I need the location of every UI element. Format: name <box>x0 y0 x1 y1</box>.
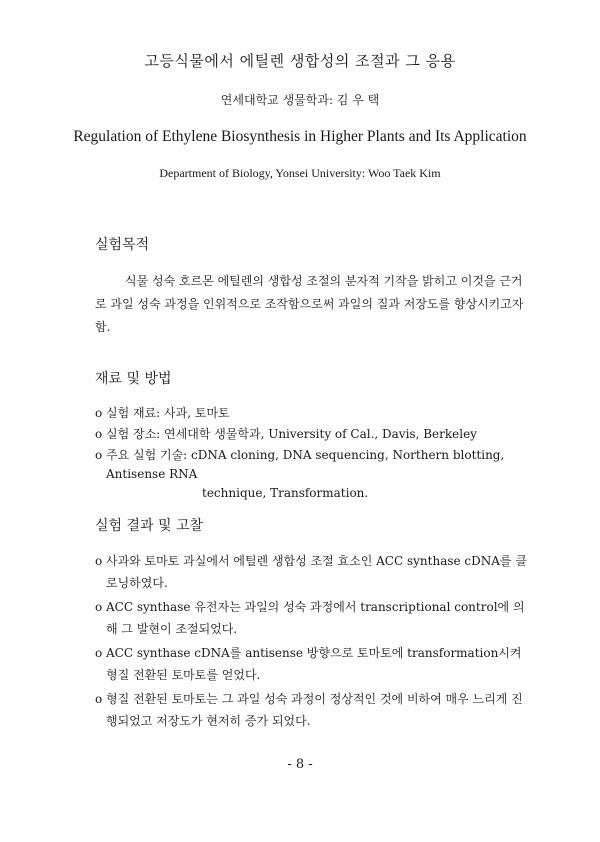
results-list <box>95 550 530 734</box>
materials-heading: 재료 및 방법 <box>95 371 172 387</box>
bullet-mark: o <box>95 448 103 462</box>
results-heading: 실험 결과 및 고찰 <box>95 518 204 534</box>
list-item <box>95 425 530 444</box>
list-item <box>95 642 530 686</box>
results-item-text: 사과와 토마토 과실에서 에틸렌 생합성 조절 효소인 ACC synthase cDNA를 클로닝하였다. <box>106 554 527 590</box>
list-item <box>95 446 530 503</box>
results-item-text: 형질 전환된 토마토는 그 과일 성숙 과정이 정상적인 것에 비하여 매우 느리게 진행되었고 저장도가 현저히 증가 되었다. <box>106 692 523 728</box>
purpose-paragraph: 식물 성숙 호르몬 에틸렌의 생합성 조절의 분자적 기작을 밝히고 이것을 근거로 과일 성숙 과정을 인위적으로 조작함으로써 과일의 질과 저장도를 향상시키고자 함. <box>95 274 524 334</box>
results-item-text: ACC synthase 유전자는 과일의 성숙 과정에서 transcriptional control에 의해 그 발현이 조절되었다. <box>106 600 525 636</box>
bullet-mark: o <box>95 600 103 614</box>
materials-item-text: 실험 재료: 사과, 토마토 <box>106 406 230 420</box>
korean-author-line: 연세대학교 생물학과: 김 우 택 <box>220 93 380 107</box>
list-item <box>95 688 530 732</box>
english-author-line: Department of Biology, Yonsei University: Woo Taek Kim <box>159 166 441 180</box>
bullet-mark: o <box>95 692 103 706</box>
materials-item-text: 주요 실험 기술: cDNA cloning, DNA sequencing, Northern blotting, Antisense RNA <box>106 448 505 481</box>
results-item-text: ACC synthase cDNA를 antisense 방향으로 토마토에 transformation시켜 형질 전환된 토마토를 얻었다. <box>106 646 522 682</box>
bullet-mark: o <box>95 646 103 660</box>
english-title: Regulation of Ethylene Biosynthesis in Higher Plants and Its Application <box>73 128 527 145</box>
korean-title: 고등식물에서 에틸렌 생합성의 조절과 그 응용 <box>144 52 456 70</box>
list-item <box>95 596 530 640</box>
materials-list <box>95 404 530 505</box>
list-item <box>95 550 530 594</box>
materials-item-continuation: technique, Transformation. <box>202 486 369 500</box>
materials-item-text: 실험 장소: 연세대학 생물학과, University of Cal., Davis, Berkeley <box>106 427 477 441</box>
list-item <box>95 404 530 423</box>
bullet-mark: o <box>95 427 103 441</box>
bullet-mark: o <box>95 554 103 568</box>
purpose-heading: 실험목적 <box>95 237 150 253</box>
page-number: - 8 - <box>287 757 313 772</box>
bullet-mark: o <box>95 406 103 420</box>
